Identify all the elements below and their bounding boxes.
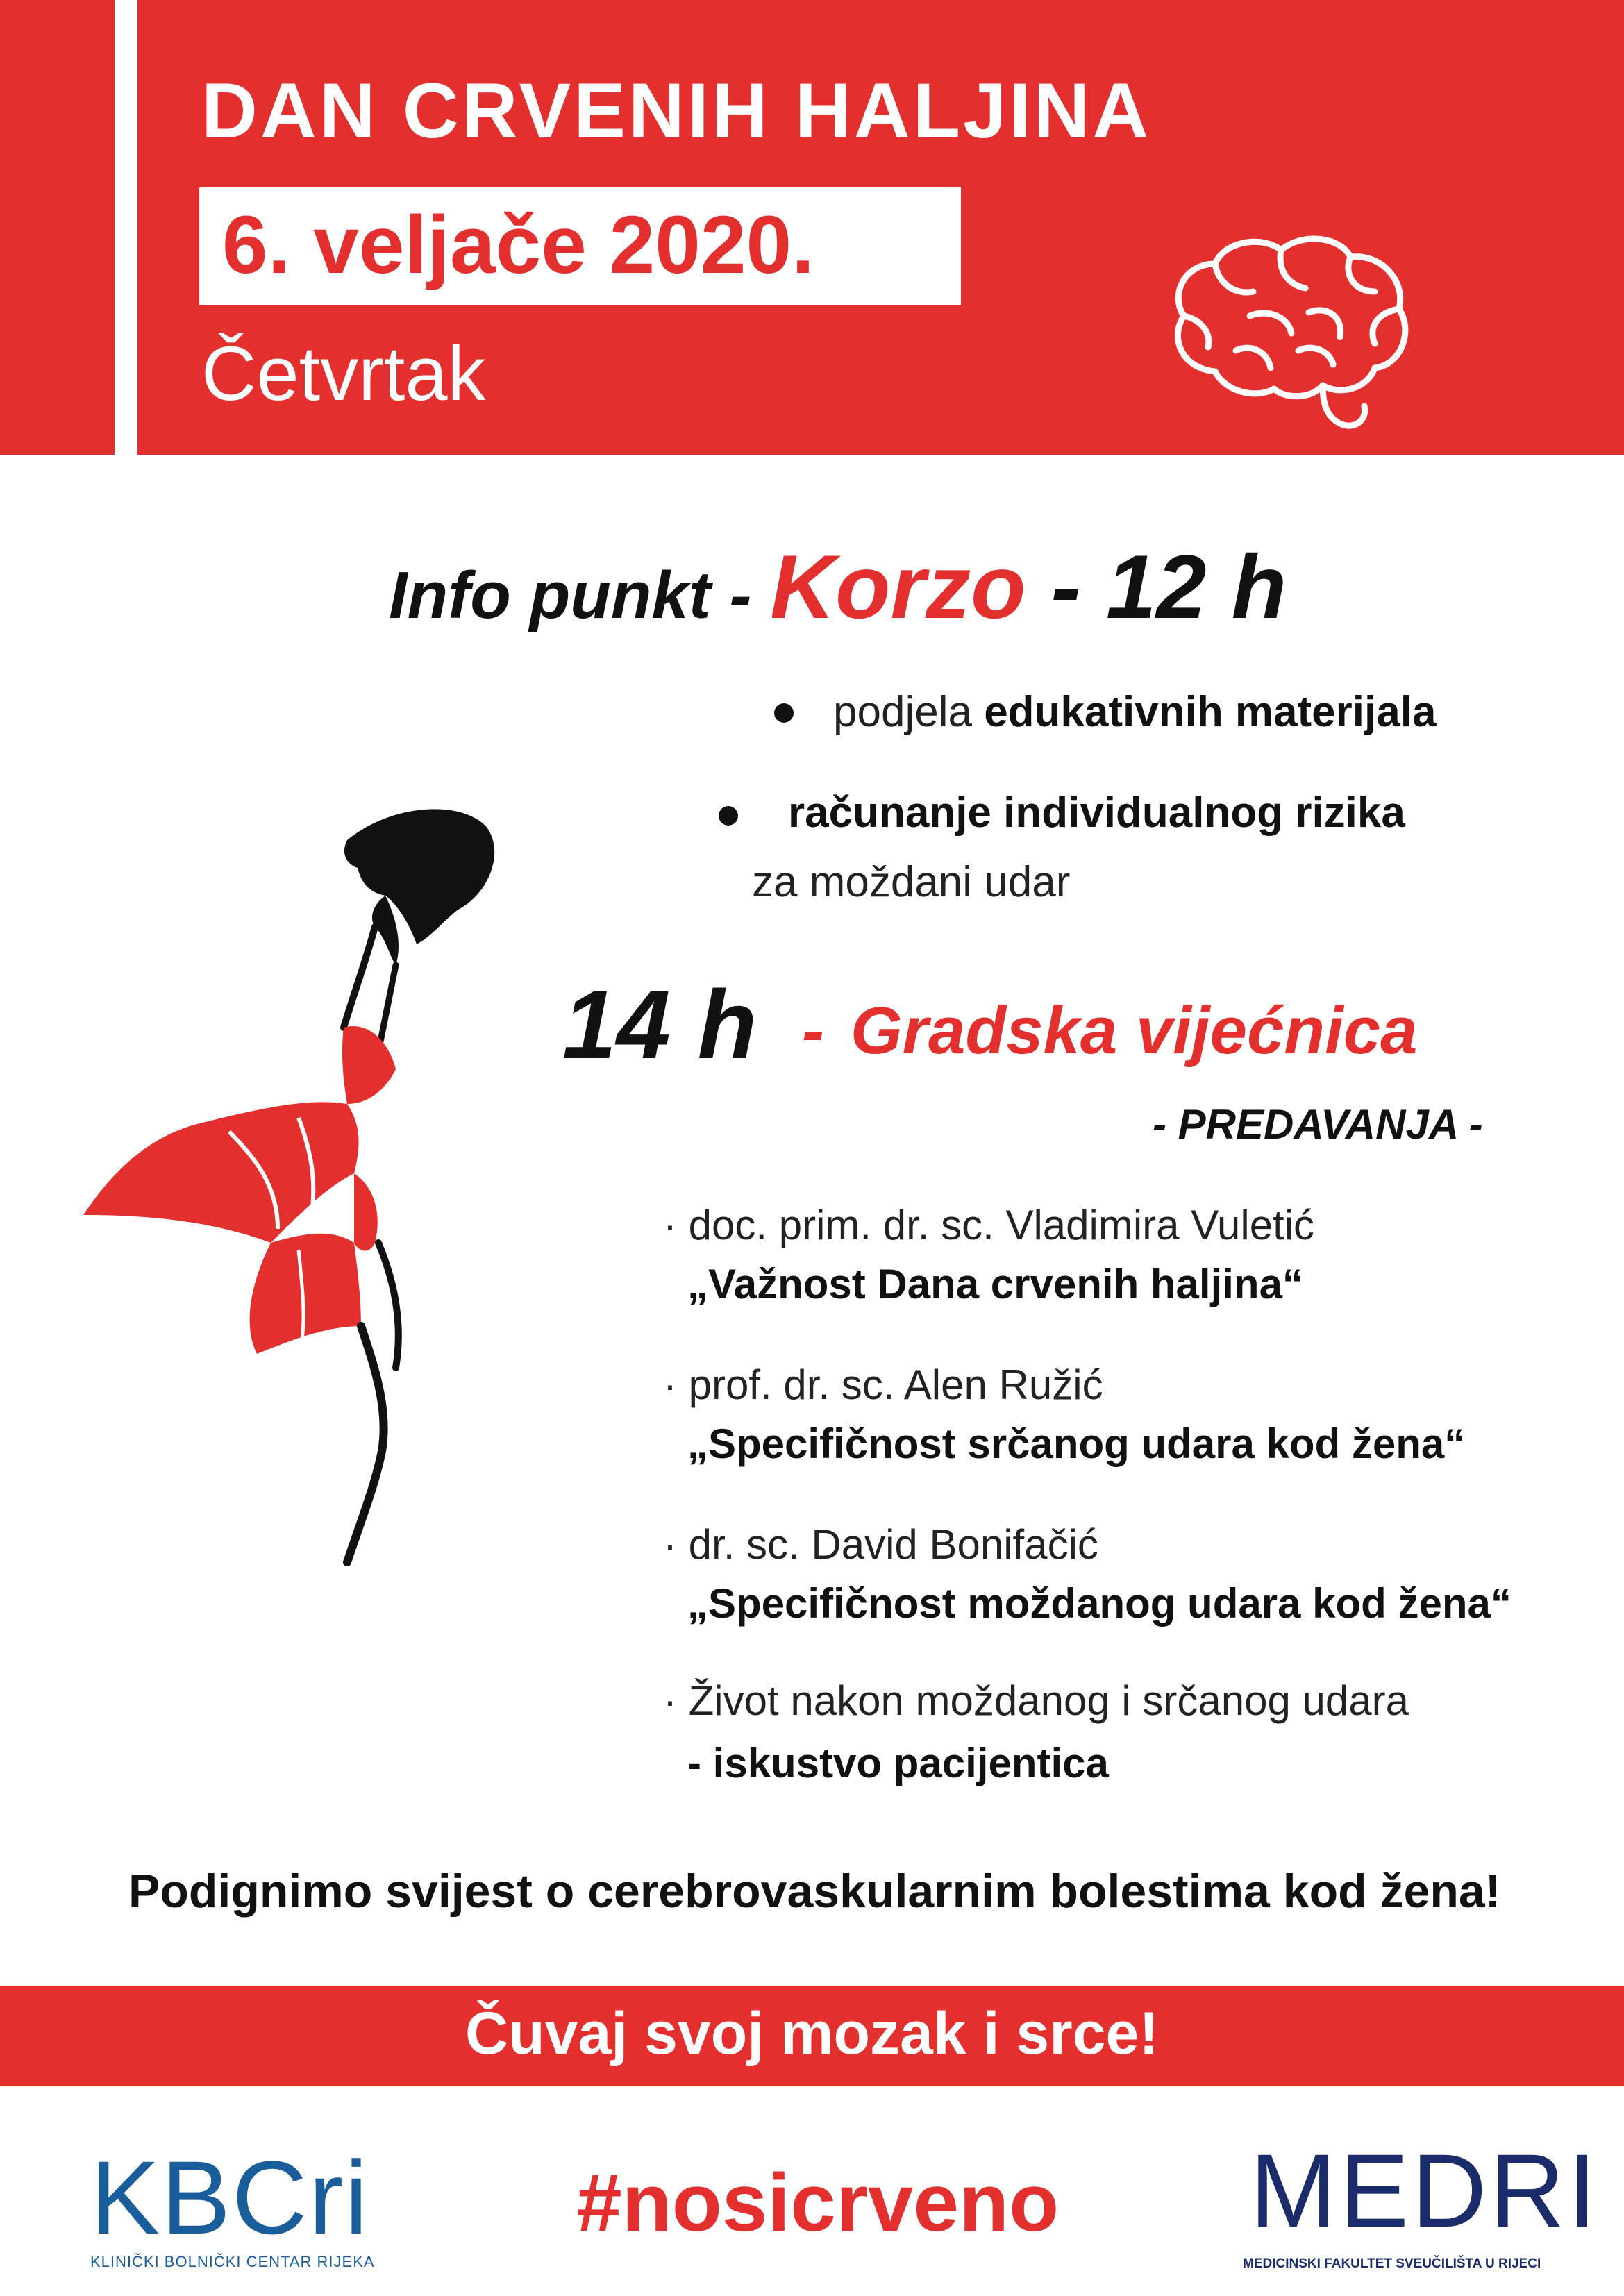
session-venue: Gradska vijećnica xyxy=(851,994,1418,1068)
event-date: 6. veljače 2020. xyxy=(222,199,814,291)
medri-logo-subtitle: MEDICINSKI FAKULTET SVEUČILIŠTA U RIJECI xyxy=(1243,2256,1541,2271)
medri-logo: MEDRI xyxy=(1250,2132,1600,2249)
kbc-logo-subtitle: KLINIČKI BOLNIČKI CENTAR RIJEKA xyxy=(90,2253,375,2270)
header-side-stripe xyxy=(0,0,115,455)
bullet-dot xyxy=(719,806,738,826)
info-time: - 12 h xyxy=(1026,536,1287,637)
bullet-item-risk: računanje individualnog rizika xyxy=(788,789,1405,837)
poster-title: DAN CRVENIH HALJINA xyxy=(201,67,1152,154)
bullet-item-risk-cont: za moždani udar xyxy=(752,858,1071,906)
bullet1-bold: edukativnih materijala xyxy=(984,688,1437,736)
lecture-speaker: · dr. sc. David Bonifačić xyxy=(663,1521,1098,1568)
lecture-title: „Specifičnost moždanog udara kod žena“ xyxy=(687,1580,1512,1627)
lecture-speaker: · prof. dr. sc. Alen Ružić xyxy=(663,1361,1103,1408)
woman-red-dress-illustration xyxy=(69,798,514,1576)
info-location: Korzo xyxy=(770,536,1026,637)
bottom-banner-text: Čuvaj svoj mozak i srce! xyxy=(465,2000,1159,2067)
lectures-heading: - PREDAVANJA - xyxy=(1153,1101,1483,1148)
kbc-logo: KBCri xyxy=(90,2139,369,2256)
bullet-dot xyxy=(774,703,794,723)
lecture-title: „Važnost Dana crvenih haljina“ xyxy=(687,1261,1303,1307)
awareness-slogan: Podignimo svijest o cerebrovaskularnim bolestima kod žena! xyxy=(128,1865,1501,1918)
brain-icon xyxy=(1166,233,1416,434)
session-dash: - xyxy=(802,994,824,1068)
lecture-speaker: · Život nakon moždanog i srčanog udara xyxy=(663,1677,1409,1724)
lecture-speaker: · doc. prim. dr. sc. Vladimira Vuletić xyxy=(663,1202,1315,1248)
lecture-title: - iskustvo pacijentica xyxy=(687,1740,1109,1786)
info-point-heading xyxy=(389,535,1287,639)
bullet1-prefix: podjela xyxy=(833,688,985,736)
bullet-item-materials xyxy=(833,687,1436,737)
event-day: Četvrtak xyxy=(201,331,486,417)
info-label: Info punkt - xyxy=(389,558,771,632)
lecture-title: „Specifičnost srčanog udara kod žena“ xyxy=(687,1421,1466,1467)
hashtag: #nosicrveno xyxy=(576,2157,1060,2249)
session-time: 14 h xyxy=(562,970,757,1079)
